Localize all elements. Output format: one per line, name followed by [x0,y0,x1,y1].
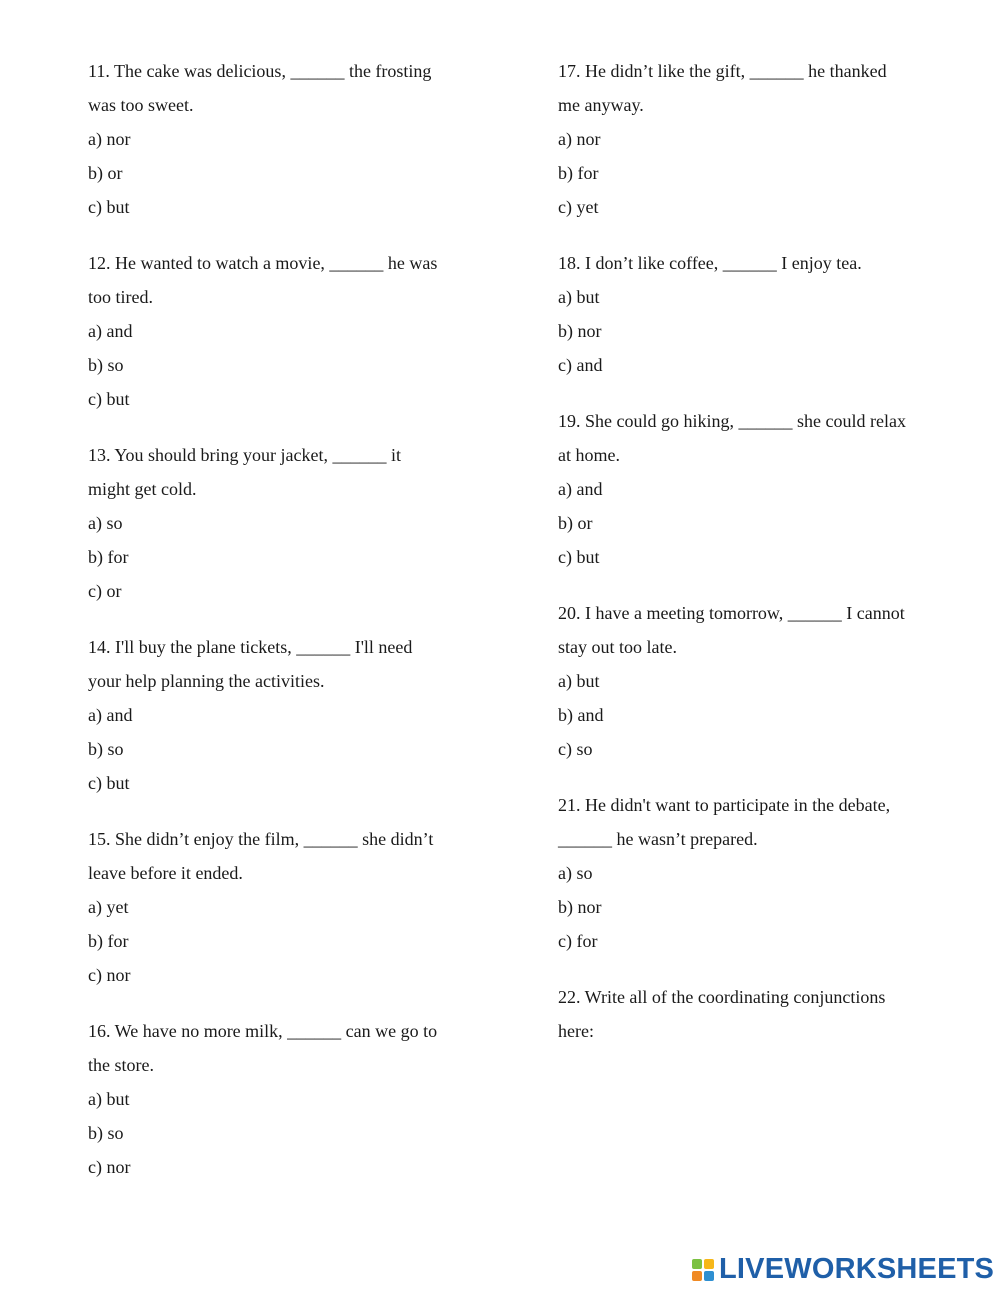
stem-line: here: [558,1021,594,1041]
stem-line: the store. [88,1055,154,1075]
option-a[interactable]: a) but [558,671,600,691]
option-b[interactable]: b) for [558,163,599,183]
question-17 [558,54,953,224]
left-question-column [88,54,483,1206]
question-12 [88,246,483,416]
question-18 [558,246,953,382]
option-b[interactable]: b) so [88,1123,124,1143]
question-20 [558,596,953,766]
option-a[interactable]: a) so [558,863,593,883]
stem-line: ______ he wasn’t prepared. [558,829,758,849]
question-16 [88,1014,483,1184]
stem-line: 15. She didn’t enjoy the film, ______ she didn’t [88,829,434,849]
question-15 [88,822,483,992]
stem-line: might get cold. [88,479,197,499]
question-21 [558,788,953,958]
option-a[interactable]: a) and [88,705,133,725]
liveworksheets-logo [692,1252,994,1286]
stem-line: 20. I have a meeting tomorrow, ______ I cannot [558,603,905,623]
question-stem [558,980,953,1048]
stem-line: 13. You should bring your jacket, ______ it [88,445,401,465]
option-c[interactable]: c) so [558,739,593,759]
option-a[interactable]: a) yet [88,897,129,917]
stem-line: 18. I don’t like coffee, ______ I enjoy tea. [558,253,862,273]
stem-line: too tired. [88,287,153,307]
stem-line: 21. He didn't want to participate in the debate, [558,795,891,815]
option-c[interactable]: c) yet [558,197,599,217]
question-stem [558,596,953,664]
answer-text-area[interactable] [558,1048,953,1082]
stem-line: 14. I'll buy the plane tickets, ______ I'll need [88,637,413,657]
option-a[interactable]: a) nor [558,129,601,149]
option-b[interactable]: b) so [88,355,124,375]
question-19 [558,404,953,574]
question-stem [88,54,483,122]
option-b[interactable]: b) or [88,163,123,183]
option-b[interactable]: b) nor [558,897,602,917]
stem-line: at home. [558,445,620,465]
question-stem [88,822,483,890]
option-c[interactable]: c) or [88,581,122,601]
question-stem [558,788,953,856]
question-stem [88,630,483,698]
stem-line: stay out too late. [558,637,677,657]
question-stem [558,54,953,122]
question-22 [558,980,953,1082]
question-11 [88,54,483,224]
option-a[interactable]: a) and [558,479,603,499]
option-c[interactable]: c) but [88,197,130,217]
stem-line: 19. She could go hiking, ______ she could relax [558,411,906,431]
stem-line: 11. The cake was delicious, ______ the frosting [88,61,432,81]
option-b[interactable]: b) and [558,705,604,725]
question-13 [88,438,483,608]
question-stem [558,246,953,280]
stem-line: leave before it ended. [88,863,243,883]
option-b[interactable]: b) for [88,547,129,567]
question-stem [88,246,483,314]
stem-line: was too sweet. [88,95,194,115]
option-c[interactable]: c) and [558,355,603,375]
option-c[interactable]: c) but [88,389,130,409]
option-a[interactable]: a) but [558,287,600,307]
question-stem [88,1014,483,1082]
stem-line: 22. Write all of the coordinating conjunctions [558,987,886,1007]
stem-line: 12. He wanted to watch a movie, ______ he was [88,253,438,273]
option-a[interactable]: a) and [88,321,133,341]
stem-line: 16. We have no more milk, ______ can we go to [88,1021,438,1041]
option-c[interactable]: c) nor [88,1157,131,1177]
option-c[interactable]: c) but [88,773,130,793]
stem-line: me anyway. [558,95,644,115]
option-a[interactable]: a) so [88,513,123,533]
logo-text: LIVEWORKSHEETS [719,1252,995,1285]
option-b[interactable]: b) nor [558,321,602,341]
option-c[interactable]: c) for [558,931,598,951]
right-question-column [558,54,953,1104]
option-a[interactable]: a) nor [88,129,131,149]
question-14 [88,630,483,800]
stem-line: 17. He didn’t like the gift, ______ he thanked [558,61,887,81]
question-stem [558,404,953,472]
option-b[interactable]: b) or [558,513,593,533]
stem-line: your help planning the activities. [88,671,325,691]
option-a[interactable]: a) but [88,1089,130,1109]
logo-mark-icon [692,1259,714,1281]
option-c[interactable]: c) but [558,547,600,567]
option-c[interactable]: c) nor [88,965,131,985]
option-b[interactable]: b) so [88,739,124,759]
question-stem [88,438,483,506]
option-b[interactable]: b) for [88,931,129,951]
